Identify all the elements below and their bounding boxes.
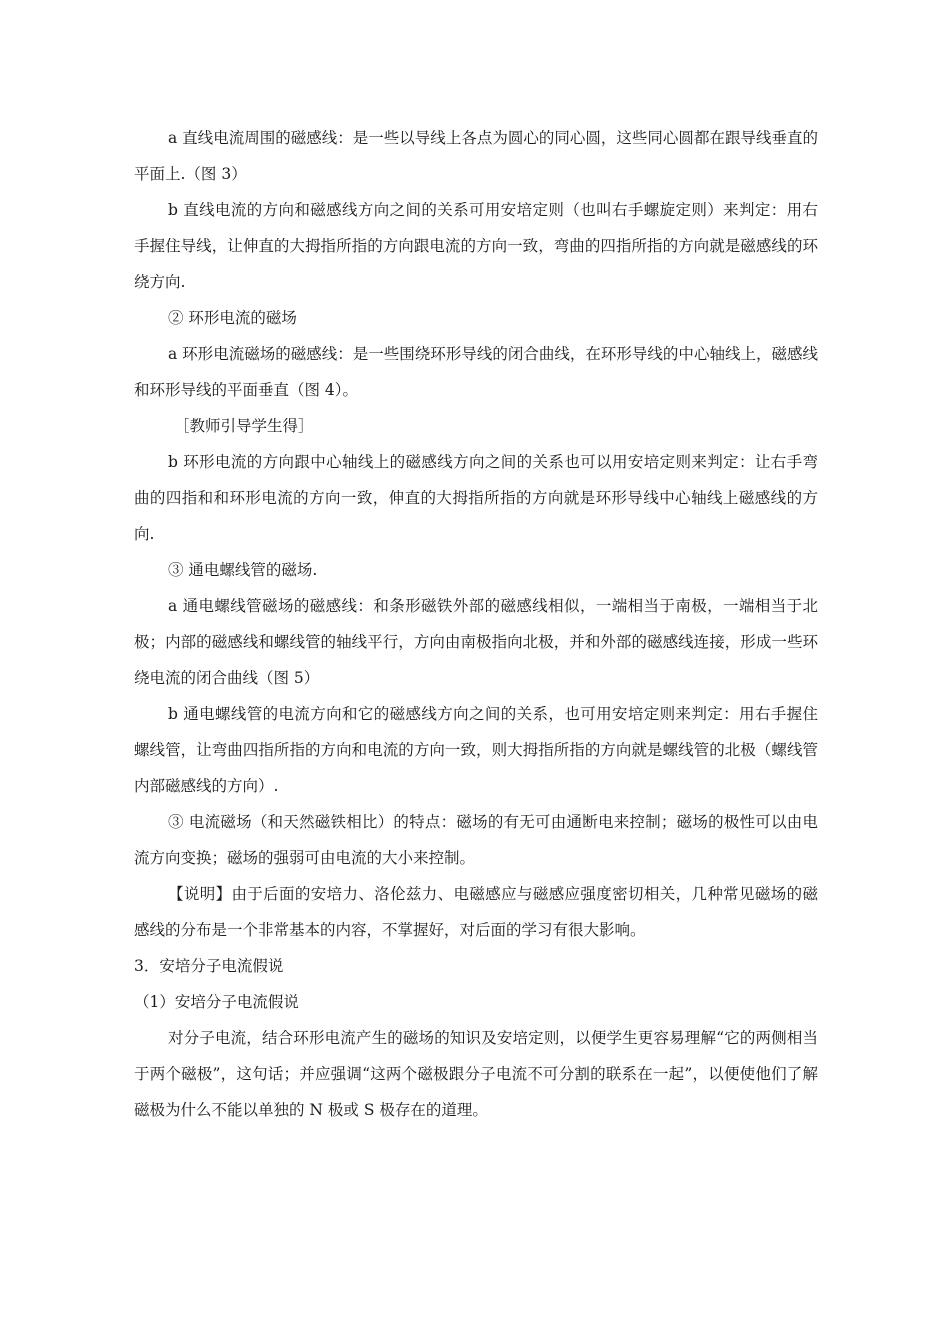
paragraph-molecular-current: 对分子电流，结合环形电流产生的磁场的知识及安培定则，以便学生更容易理解“它的两侧相当于两个磁极”，这句话；并应强调“这两个磁极跟分子电流不可分割的联系在一起”，以便使他们了解磁极为什么不能以单独的 N 极或 S 极存在的道理。 <box>134 1029 818 1119</box>
teacher-note: ［教师引导学生得］ <box>174 417 314 435</box>
paragraph-solenoid-ampere-rule: b 通电螺线管的电流方向和它的磁感线方向之间的关系，也可用安培定则来判定：用右手握住螺线管，让弯曲四指所指的方向和电流的方向一致，则大拇指所指的方向就是螺线管的北极（螺线管内部磁感线的方向）. <box>134 705 818 795</box>
paragraph-explanation-note: 【说明】由于后面的安培力、洛伦兹力、电磁感应与磁感应强度密切相关，几种常见磁场的磁感线的分布是一个非常基本的内容，不掌握好，对后面的学习有很大影响。 <box>134 885 818 939</box>
subheading-solenoid: ③ 通电螺线管的磁场. <box>168 561 318 579</box>
paragraph-straight-current-ampere-rule: b 直线电流的方向和磁感线方向之间的关系可用安培定则（也叫右手螺旋定则）来判定：用右手握住导线，让伸直的大拇指所指的方向跟电流的方向一致，弯曲的四指所指的方向就是磁感线的环绕方向. <box>134 201 818 291</box>
paragraph-ring-current-ampere-rule: b 环形电流的方向跟中心轴线上的磁感线方向之间的关系也可以用安培定则来判定：让右手弯曲的四指和和环形电流的方向一致，伸直的大拇指所指的方向就是环形导线中心轴线上磁感线的方向. <box>134 453 818 543</box>
document-body <box>134 120 818 1128</box>
section-heading-ampere-hypothesis: 3．安培分子电流假说 <box>134 957 284 975</box>
paragraph-current-field-features: ③ 电流磁场（和天然磁铁相比）的特点：磁场的有无可由通断电来控制；磁场的极性可以由电流方向变换；磁场的强弱可由电流的大小来控制。 <box>134 813 818 867</box>
paragraph-ring-current-field-lines: a 环形电流磁场的磁感线：是一些围绕环形导线的闭合曲线，在环形导线的中心轴线上，磁感线和环形导线的平面垂直（图 4）。 <box>134 345 818 399</box>
paragraph-solenoid-field-lines: a 通电螺线管磁场的磁感线：和条形磁铁外部的磁感线相似，一端相当于南极，一端相当于北极；内部的磁感线和螺线管的轴线平行，方向由南极指向北极，并和外部的磁感线连接，形成一些环绕电流的闭合曲线（图 5） <box>134 597 818 687</box>
subheading-ring-current: ② 环形电流的磁场 <box>168 309 297 327</box>
paragraph-straight-current-field-lines: a 直线电流周围的磁感线：是一些以导线上各点为圆心的同心圆，这些同心圆都在跟导线垂直的平面上.（图 3） <box>134 129 818 183</box>
subsection-heading-ampere-hypothesis: （1）安培分子电流假说 <box>134 993 299 1011</box>
